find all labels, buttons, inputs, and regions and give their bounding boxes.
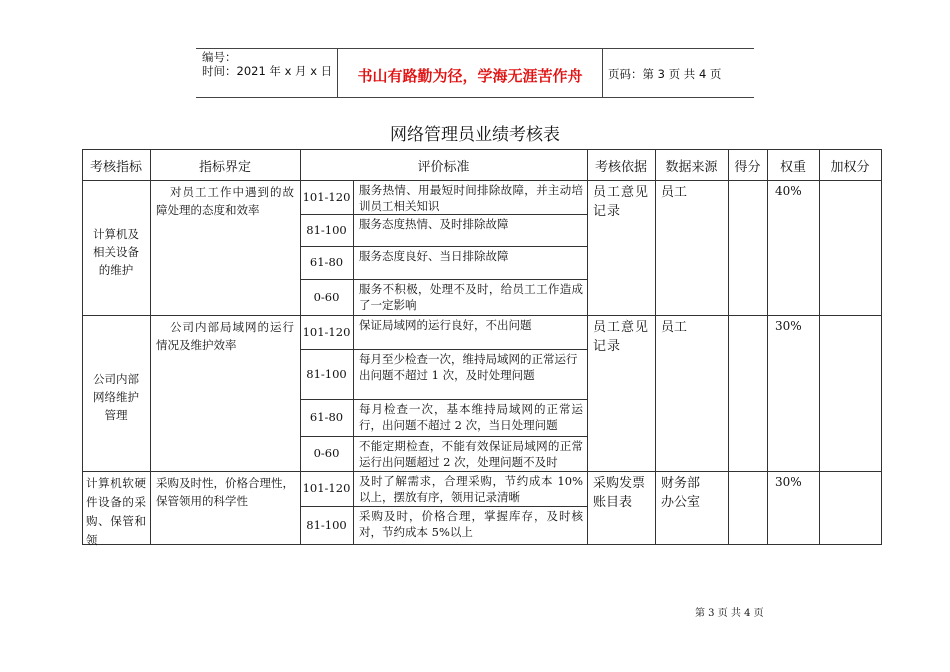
column-rule bbox=[587, 149, 588, 545]
header-bottom-rule bbox=[82, 180, 882, 181]
weight-cell: 30% bbox=[775, 319, 802, 333]
page-footer: 第 3 页 共 4 页 bbox=[695, 608, 764, 619]
column-header-3: 评价标准 bbox=[417, 160, 470, 175]
header-motto: 书山有路勤为径，学海无涯苦作舟 bbox=[357, 67, 583, 85]
column-rule bbox=[82, 149, 83, 545]
criteria-range: 81-100 bbox=[306, 222, 347, 237]
source-cell: 财务部 办公室 bbox=[661, 476, 701, 510]
criteria-description: 每月至少检查一次，维持局域网的正常运行 出问题不超过 1 次，及时处理问题 bbox=[359, 352, 578, 382]
indicator-cell: 计算机软硬件设备的采购、保管和领 bbox=[86, 476, 146, 547]
group-separator bbox=[82, 471, 882, 472]
column-header-7: 权重 bbox=[779, 160, 806, 175]
criteria-range: 61-80 bbox=[309, 410, 344, 424]
criteria-range: 61-80 bbox=[309, 255, 344, 269]
definition-cell: 公司内部局域网的运行情况及维护效率 bbox=[156, 320, 294, 352]
column-header-4: 考核依据 bbox=[594, 160, 647, 175]
column-header-8: 加权分 bbox=[830, 160, 870, 175]
column-rule bbox=[819, 149, 820, 545]
criteria-description: 不能定期检查，不能有效保证局域网的正常运行出问题超过 2 次，处理问题不及时 bbox=[359, 439, 583, 469]
criteria-description: 服务态度热情、及时排除故障 bbox=[359, 217, 509, 231]
table-border-top bbox=[82, 149, 882, 150]
column-header-5: 数据来源 bbox=[665, 160, 718, 175]
weight-cell: 40% bbox=[775, 184, 802, 198]
column-header-1: 考核指标 bbox=[89, 160, 142, 175]
group-separator bbox=[82, 315, 882, 316]
criteria-description: 服务不积极，处理不及时，给员工工作造成了一定影响 bbox=[359, 282, 583, 312]
criteria-row-rule bbox=[300, 246, 588, 247]
basis-cell: 员工意见 记录 bbox=[593, 320, 650, 354]
header-meta bbox=[202, 50, 332, 78]
definition-cell: 对员工工作中遇到的故障处理的态度和效率 bbox=[156, 185, 294, 217]
criteria-row-rule bbox=[300, 214, 588, 215]
criteria-range: 101-120 bbox=[302, 481, 351, 495]
criteria-range: 0-60 bbox=[313, 446, 340, 460]
column-rule bbox=[655, 149, 656, 545]
column-header-2: 指标界定 bbox=[198, 160, 251, 175]
indicator-cell: 计算机及 相关设备 的维护 bbox=[93, 226, 139, 277]
column-rule bbox=[881, 149, 882, 545]
criteria-range: 81-100 bbox=[306, 366, 347, 381]
table-border-bottom bbox=[82, 544, 882, 545]
definition-cell: 采购及时性，价格合理性，保管领用的科学性 bbox=[156, 476, 294, 508]
document-number-label: 编号： bbox=[202, 50, 237, 64]
criteria-row-rule bbox=[300, 349, 588, 350]
criteria-row-rule bbox=[300, 506, 588, 507]
criteria-description: 服务热情、用最短时间排除故障，并主动培训员工相关知识 bbox=[359, 183, 583, 213]
criteria-range: 0-60 bbox=[313, 289, 340, 304]
basis-cell: 采购发票 账目表 bbox=[593, 476, 646, 510]
criteria-description: 每月检查一次，基本维持局域网的正常运行，出问题不超过 2 次，当日处理问题 bbox=[359, 402, 583, 432]
column-rule bbox=[150, 149, 151, 545]
column-header-6: 得分 bbox=[734, 160, 761, 175]
indicator-cell: 公司内部 网络维护 管理 bbox=[93, 372, 139, 422]
assessment-table bbox=[82, 149, 881, 547]
criteria-description: 采购及时，价格合理，掌握库存，及时核对，节约成本 5%以上 bbox=[359, 509, 583, 539]
criteria-row-rule bbox=[300, 436, 588, 437]
page-title: 网络管理员业绩考核表 bbox=[390, 125, 560, 145]
header-page-number: 页码：第 3 页 共 4 页 bbox=[608, 67, 722, 81]
range-column-rule bbox=[353, 180, 354, 545]
column-rule bbox=[728, 149, 729, 545]
criteria-row-rule bbox=[300, 279, 588, 280]
weight-cell: 30% bbox=[775, 475, 802, 489]
header-divider bbox=[602, 49, 603, 97]
criteria-row-rule bbox=[300, 399, 588, 400]
basis-cell: 员工意见 记录 bbox=[593, 185, 650, 219]
criteria-description: 服务态度良好、当日排除故障 bbox=[359, 249, 509, 263]
source-cell: 员工 bbox=[661, 185, 688, 200]
criteria-range: 81-100 bbox=[306, 517, 347, 532]
column-rule bbox=[767, 149, 768, 545]
criteria-description: 及时了解需求，合理采购，节约成本 10%以上，摆放有序，领用记录清晰 bbox=[359, 474, 583, 504]
criteria-range: 101-120 bbox=[302, 189, 351, 204]
source-cell: 员工 bbox=[661, 320, 688, 335]
page-header bbox=[196, 48, 754, 98]
criteria-range: 101-120 bbox=[302, 324, 351, 339]
document-time-label: 时间：2021 年 x 月 x 日 bbox=[202, 64, 333, 78]
criteria-description: 保证局域网的运行良好，不出问题 bbox=[359, 318, 532, 332]
